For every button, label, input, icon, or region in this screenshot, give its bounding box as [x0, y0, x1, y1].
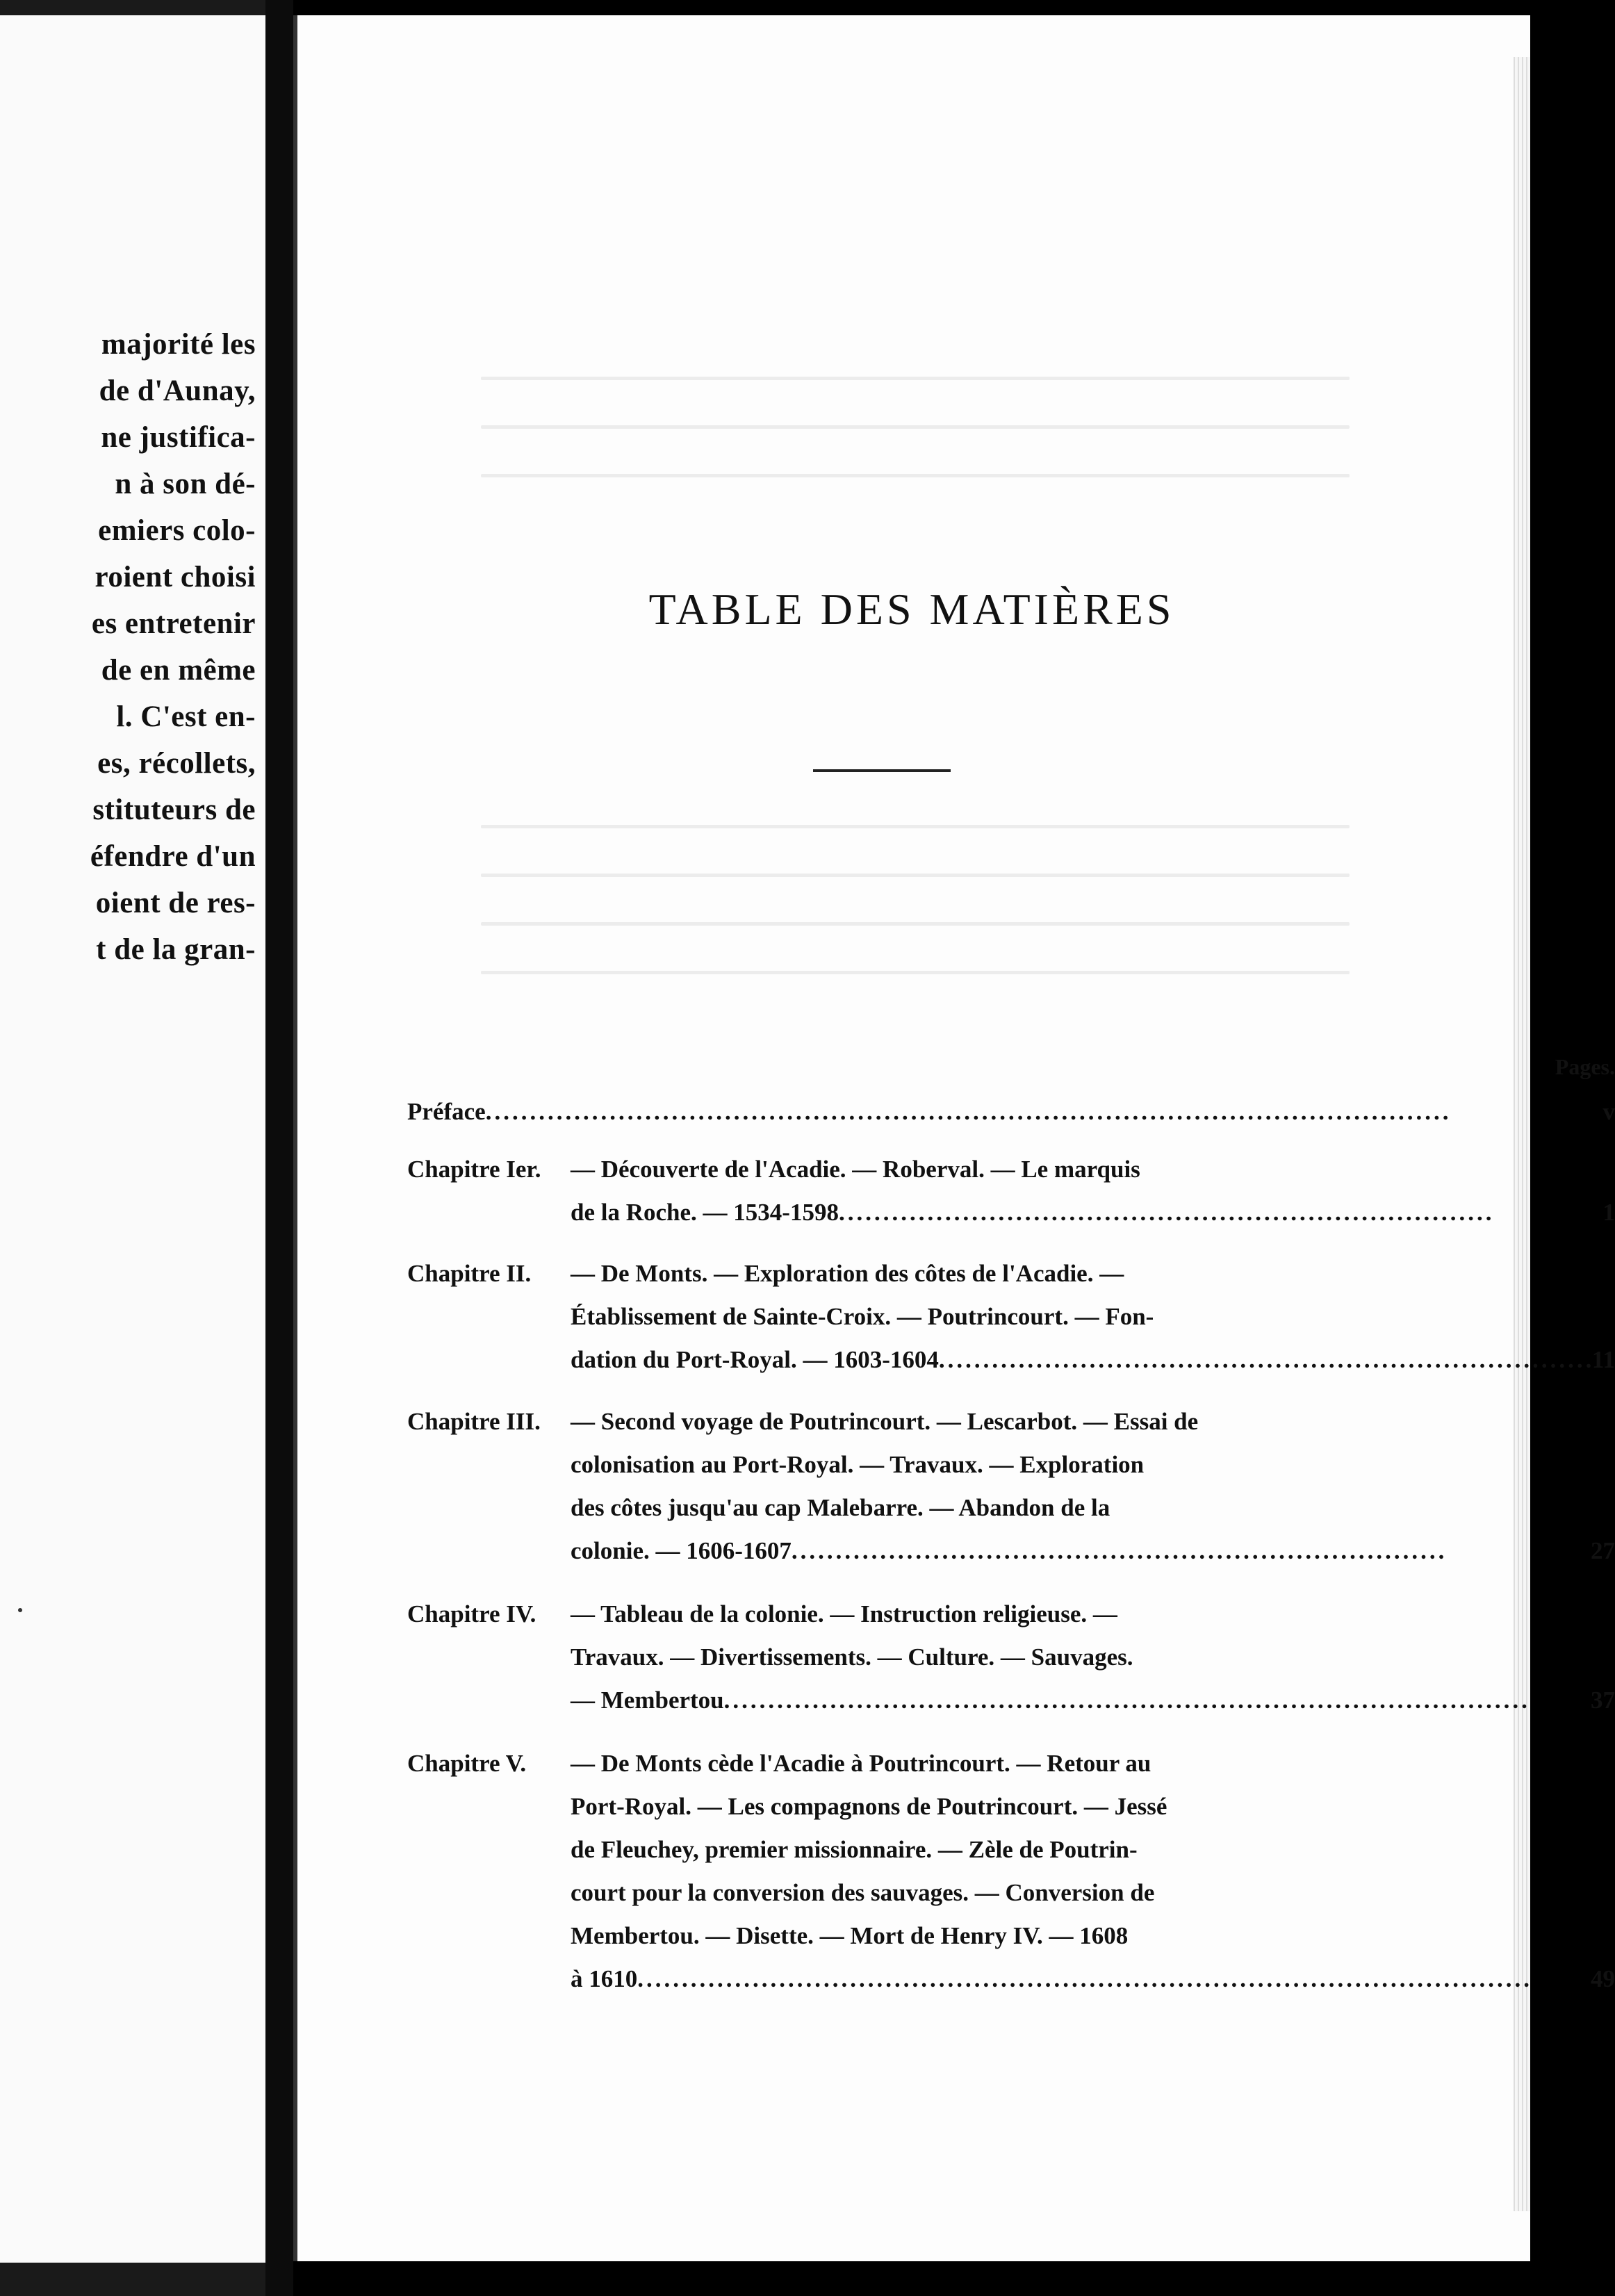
toc-entry-line [407, 1090, 1470, 1133]
toc-entry-line: colonisation au Port-Royal. — Travaux. — Exploration [571, 1451, 1145, 1478]
bleed-through [481, 474, 1350, 477]
text-line: l. C'est en- [116, 700, 256, 733]
toc-entry-last-line: colonie. — 1606-1607 [571, 1537, 792, 1564]
toc-entry-label: Chapitre V. [407, 1750, 527, 1777]
book-spine [265, 0, 293, 2296]
toc-entry-body [571, 1742, 1532, 2001]
toc-entry-label: Chapitre Ier. [407, 1156, 541, 1183]
text-line: ne justifica- [101, 421, 256, 454]
scan-border-top [0, 0, 265, 15]
text-line: stituteurs de [92, 794, 256, 826]
toc-entry-label: Chapitre II. [407, 1260, 532, 1287]
toc-entry-line: de Fleuchey, premier missionnaire. — Zèle de Poutrin- [571, 1836, 1138, 1863]
toc-entry-line [571, 1530, 1448, 1573]
toc-entry-line [571, 1338, 1595, 1381]
toc-page-number: 27 [1591, 1537, 1615, 1564]
text-line: de d'Aunay, [99, 375, 256, 407]
text-line: t de la gran- [96, 933, 256, 966]
text-line: n à son dé- [115, 468, 256, 500]
toc-entry-label: Chapitre III. [407, 1408, 541, 1435]
toc-entry-line [571, 1191, 1495, 1234]
pages-column-heading: Pages. [1555, 1054, 1615, 1079]
ink-spot [18, 1608, 22, 1612]
toc-entry-label: Chapitre IV. [407, 1600, 536, 1627]
toc-entry-line: — De Monts cède l'Acadie à Poutrincourt. — Retour au [571, 1750, 1151, 1777]
previous-page [0, 0, 265, 2296]
bleed-through [481, 971, 1350, 974]
page-title: TABLE DES MATIÈRES [648, 584, 1175, 634]
text-line: oient de res- [95, 887, 256, 919]
page-stack-edge [1514, 57, 1530, 2211]
text-line: de en même [101, 654, 256, 687]
toc-entry-line: Établissement de Sainte-Croix. — Poutrincourt. — Fon- [571, 1303, 1154, 1330]
toc-entry-line: Port-Royal. — Les compagnons de Poutrincourt. — Jessé [571, 1793, 1167, 1820]
dot-leader: ..................................................................................................... [637, 1965, 1532, 1992]
toc-page-number: 11 [1591, 1346, 1615, 1373]
toc-entry-line [571, 1679, 1530, 1722]
page-edge [293, 15, 297, 2261]
text-line: es entretenir [91, 607, 256, 640]
bleed-through [481, 425, 1350, 429]
text-line: majorité les [101, 328, 256, 361]
text-line: éfendre d'un [90, 840, 256, 873]
toc-page-number: 37 [1591, 1687, 1615, 1714]
dot-leader: .......................................................................... [938, 1346, 1595, 1373]
text-line: es, récollets, [97, 747, 256, 780]
toc-entry-line: — Second voyage de Poutrincourt. — Lescarbot. — Essai de [571, 1408, 1199, 1435]
toc-entry-body [571, 1148, 1495, 1234]
toc-entry-last-line: — Membertou [571, 1687, 724, 1714]
toc-entry-line: Membertou. — Disette. — Mort de Henry IV. — 1608 [571, 1922, 1129, 1949]
text-line: emiers colo- [98, 514, 256, 547]
bleed-through [481, 922, 1350, 926]
toc-entry-line: — De Monts. — Exploration des côtes de l'Acadie. — [571, 1260, 1124, 1287]
text-line: roient choisi [95, 561, 256, 593]
toc-entry-line: des côtes jusqu'au cap Malebarre. — Abandon de la [571, 1494, 1110, 1521]
toc-entry-last-line: à 1610 [571, 1965, 638, 1992]
toc-entry-label: Préface [407, 1098, 486, 1125]
toc-entry-last-line: de la Roche. — 1534-1598 [571, 1199, 839, 1226]
previous-page-text [90, 321, 256, 973]
toc-entry-line: Travaux. — Divertissements. — Culture. — Sauvages. [571, 1643, 1133, 1671]
toc-page-number: v [1602, 1098, 1615, 1125]
dot-leader: .......................................................................... [791, 1537, 1448, 1564]
bleed-through [481, 874, 1350, 877]
toc-entry-last-line: dation du Port-Royal. — 1603-1604 [571, 1346, 939, 1373]
toc-entry-line: court pour la conversion des sauvages. — Conversion de [571, 1879, 1155, 1906]
toc-entry-line: — Découverte de l'Acadie. — Roberval. — Le marquis [571, 1156, 1140, 1183]
toc-entry-line: — Tableau de la colonie. — Instruction religieuse. — [571, 1600, 1117, 1627]
title-divider [813, 769, 951, 772]
main-page [293, 15, 1615, 2261]
toc-entry-line [571, 1958, 1532, 2001]
dot-leader: ............................................................................................................. [485, 1098, 1452, 1125]
dot-leader: .......................................................................... [838, 1199, 1495, 1226]
toc-entry-body [571, 1593, 1530, 1722]
dot-leader: ........................................................................................... [723, 1687, 1530, 1714]
bleed-through [481, 825, 1350, 828]
toc-entry-body [571, 1252, 1595, 1381]
bleed-through [481, 377, 1350, 380]
scan-border-bottom [0, 2263, 265, 2296]
toc-entry-body [571, 1400, 1448, 1573]
toc-page-number: 49 [1591, 1965, 1615, 1992]
toc-page-number: 1 [1602, 1199, 1615, 1226]
